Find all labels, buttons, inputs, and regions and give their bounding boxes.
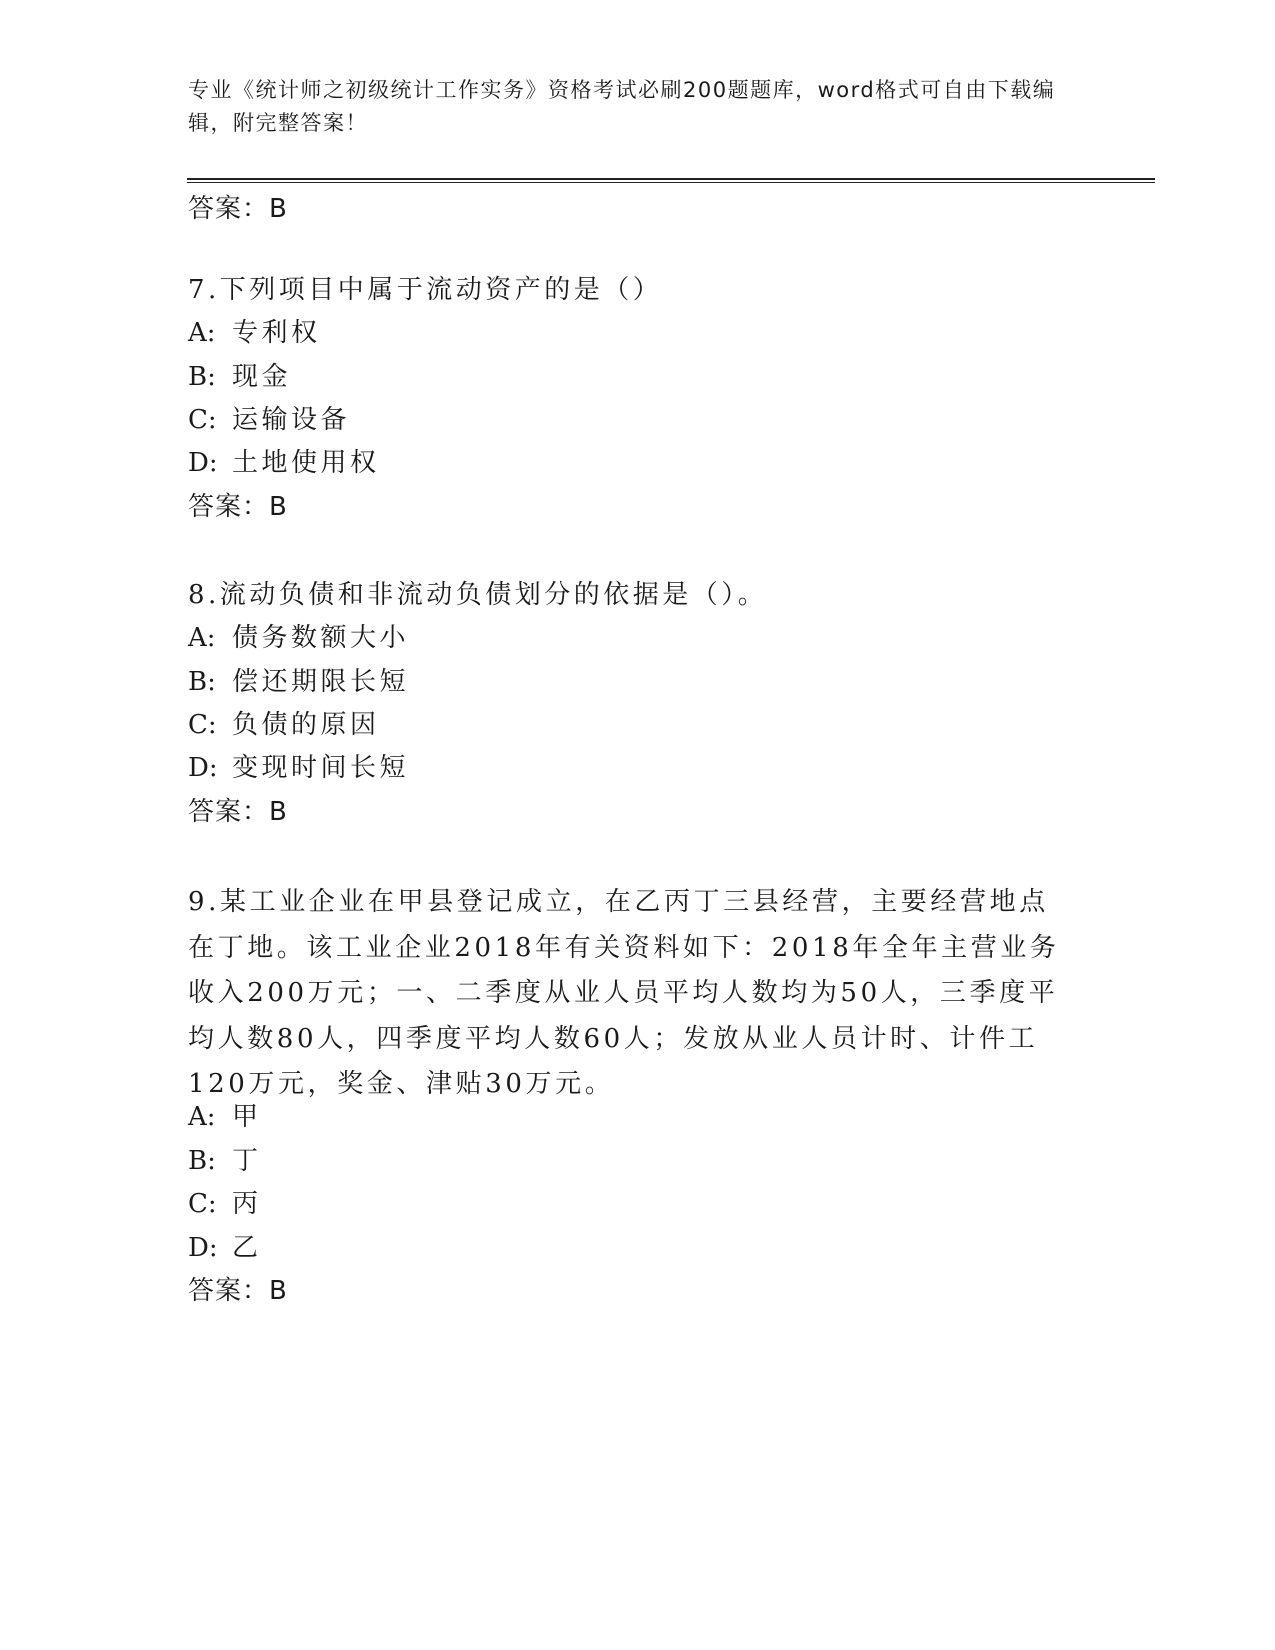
- question-9-option-a: [188, 1100, 262, 1134]
- option-key: C:: [188, 405, 217, 435]
- question-7-option-c: [188, 403, 350, 437]
- question-9-answer: 答案：B: [188, 1276, 288, 1306]
- question-9-stem: 9.某工业企业在甲县登记成立，在乙丙丁三县经营，主要经营地点在丁地。该工业企业2018年有关资料如下：2018年全年主营业务收入200万元；一、二季度从业人员平均人数均为50人，三季度平均人数80人，四季度平均人数60人；发放从业人员计时、计件工120万元，奖金、津贴30万元。: [188, 887, 1060, 1099]
- option-key: B:: [188, 1146, 216, 1176]
- question-8-stem: 8.流动负债和非流动负债划分的依据是（）。: [188, 580, 768, 610]
- option-text: 专利权: [232, 318, 321, 348]
- option-key: B:: [188, 362, 216, 392]
- question-8-option-a: [188, 621, 409, 655]
- option-text: 甲: [232, 1102, 262, 1132]
- option-text: 丙: [232, 1189, 262, 1219]
- option-text: 乙: [232, 1233, 262, 1263]
- option-text: 运输设备: [232, 405, 351, 435]
- question-8-option-b: [188, 665, 409, 699]
- question-7-answer: 答案：B: [188, 492, 288, 522]
- option-text: 偿还期限长短: [232, 667, 410, 697]
- question-8-option-d: [188, 751, 409, 785]
- question-9-option-d: [188, 1231, 262, 1265]
- option-text: 债务数额大小: [232, 623, 410, 653]
- option-key: A:: [188, 318, 216, 348]
- question-7-stem: 7.下列项目中属于流动资产的是（）: [188, 275, 663, 305]
- header-divider: [187, 178, 1155, 183]
- question-9-option-b: [188, 1144, 262, 1178]
- question-9-option-c: [188, 1187, 262, 1221]
- question-7-option-a: [188, 316, 321, 350]
- page-header-text: 专业《统计师之初级统计工作实务》资格考试必刷200题题库，word格式可自由下载编辑，附完整答案！: [188, 78, 1056, 135]
- previous-answer: 答案：B: [188, 194, 288, 224]
- question-8-answer: 答案：B: [188, 797, 288, 827]
- question-7-option-b: [188, 360, 291, 394]
- question-7-option-d: [188, 446, 380, 480]
- option-key: A:: [188, 623, 216, 653]
- option-key: A:: [188, 1102, 216, 1132]
- option-text: 现金: [232, 362, 292, 392]
- option-key: D:: [188, 753, 218, 783]
- option-text: 负债的原因: [232, 710, 380, 740]
- option-text: 丁: [232, 1146, 262, 1176]
- option-key: B:: [188, 667, 216, 697]
- option-text: 变现时间长短: [232, 753, 410, 783]
- option-text: 土地使用权: [232, 448, 380, 478]
- option-key: D:: [188, 448, 218, 478]
- option-key: C:: [188, 1189, 217, 1219]
- option-key: C:: [188, 710, 217, 740]
- option-key: D:: [188, 1233, 218, 1263]
- question-8-option-c: [188, 708, 380, 742]
